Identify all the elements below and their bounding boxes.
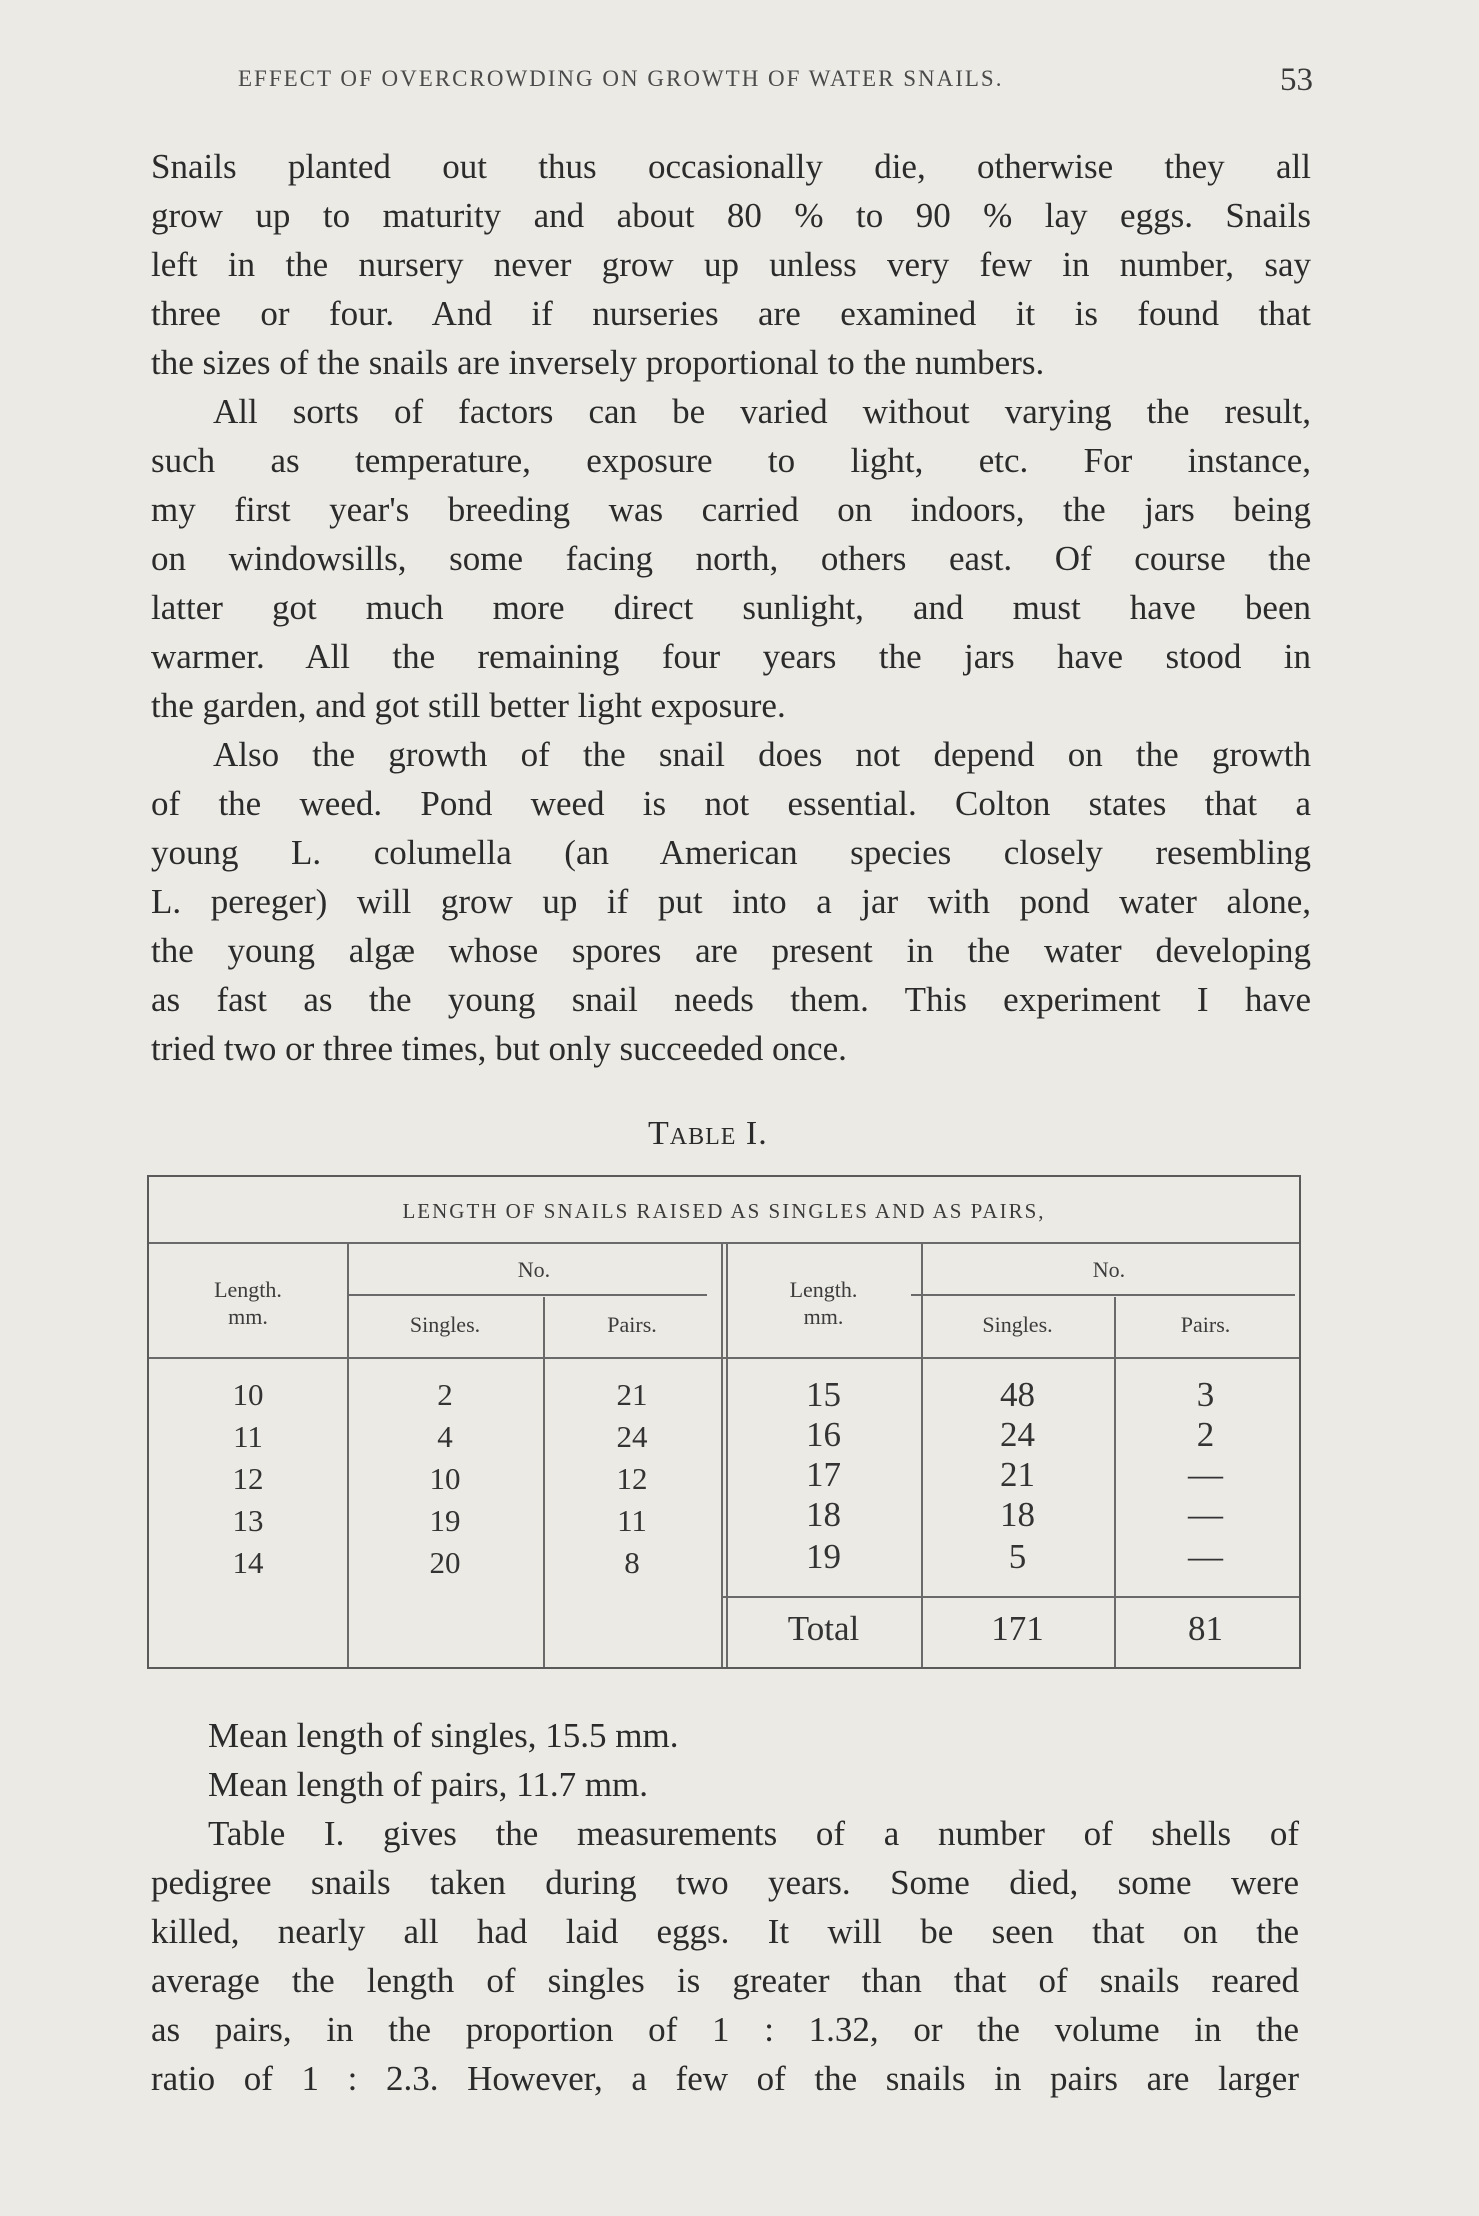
data-table: [147, 1175, 1301, 1669]
table-cell: 21: [616, 1377, 648, 1412]
pairs-header: Pairs.: [1180, 1312, 1231, 1337]
table-cell: 48: [1000, 1375, 1035, 1414]
no-header: No.: [1092, 1257, 1126, 1282]
text-line: Snails planted out thus occasionally die, otherwise they all: [151, 147, 1311, 186]
total-pairs: 81: [1188, 1609, 1223, 1648]
col-divider-double: [721, 1242, 723, 1667]
pairs-header: Pairs.: [607, 1312, 657, 1337]
text-line: left in the nursery never grow up unless very few in number, say: [151, 245, 1311, 284]
table-cell: 5: [1008, 1537, 1027, 1576]
text-line: as fast as the young snail needs them. This experiment I have: [151, 980, 1311, 1019]
text-line: three or four. And if nurseries are examined it is found that: [151, 294, 1311, 333]
table-cell: 21: [1000, 1455, 1035, 1494]
text-line: my first year's breeding was carried on indoors, the jars being: [151, 490, 1311, 529]
text-line: young L. columella (an American species closely resembling: [151, 833, 1311, 872]
paragraph-2: [151, 387, 1311, 730]
header-bottom-rule: [149, 1357, 1299, 1359]
text-line: the garden, and got still better light exposure.: [151, 686, 786, 725]
text-line: average the length of singles is greater than that of snails reared: [151, 1961, 1299, 2000]
singles-header: Singles.: [409, 1312, 481, 1337]
mean-length-pairs: Mean length of pairs, 11.7 mm.: [208, 1765, 649, 1804]
text-line: grow up to maturity and about 80 % to 90 % lay eggs. Snails: [151, 196, 1311, 235]
table-cell: —: [1188, 1495, 1223, 1534]
unit-header: mm.: [228, 1304, 268, 1329]
table-cell: 13: [232, 1503, 264, 1538]
mean-length-singles: Mean length of singles, 15.5 mm.: [208, 1716, 679, 1755]
text-line: the young algæ whose spores are present in the water developing: [151, 931, 1311, 970]
table-cell: 19: [806, 1537, 841, 1576]
table-cell: 11: [233, 1419, 263, 1454]
table-cell: 2: [1196, 1415, 1215, 1454]
paragraph-3: [151, 730, 1311, 1073]
text-line: as pairs, in the proportion of 1 : 1.32, or the volume in the: [151, 2010, 1299, 2049]
text-line: Table I. gives the measurements of a number of shells of: [208, 1814, 1299, 1853]
table-cell: 20: [429, 1545, 461, 1580]
text-line: such as temperature, exposure to light, etc. For instance,: [151, 441, 1311, 480]
table-cell: —: [1188, 1537, 1223, 1576]
table-cell: 24: [1000, 1415, 1035, 1454]
length-header: Length.: [214, 1277, 282, 1302]
length-header: Length.: [789, 1277, 858, 1302]
table-cell: —: [1188, 1455, 1223, 1494]
text-line: latter got much more direct sunlight, and must have been: [151, 588, 1311, 627]
total-rule: [721, 1596, 1299, 1598]
text-line: the sizes of the snails are inversely proportional to the numbers.: [151, 343, 1045, 382]
table-cell: 8: [624, 1545, 640, 1580]
header-top-rule: [149, 1242, 1299, 1244]
text-line: ratio of 1 : 2.3. However, a few of the snails in pairs are larger: [151, 2059, 1299, 2098]
table-cell: 12: [232, 1461, 264, 1496]
unit-header: mm.: [803, 1304, 844, 1329]
text-line: Also the growth of the snail does not depend on the growth: [213, 735, 1311, 774]
table-cell: 10: [429, 1461, 461, 1496]
no-rule-left: [349, 1294, 707, 1296]
paragraph-1: [151, 142, 1311, 387]
singles-header: Singles.: [982, 1312, 1053, 1337]
table-cell: 14: [232, 1545, 264, 1580]
table-cell: 18: [806, 1495, 841, 1534]
table-cell: 12: [616, 1461, 648, 1496]
table-cell: 16: [806, 1415, 841, 1454]
table-cell: 19: [429, 1503, 461, 1538]
table-title: LENGTH OF SNAILS RAISED AS SINGLES AND AS PAIRS,: [402, 1199, 1046, 1223]
no-rule-right: [911, 1294, 1295, 1296]
page-number: 53: [1280, 62, 1313, 98]
table-cell: 15: [806, 1375, 841, 1414]
table-cell: 17: [806, 1455, 841, 1494]
text-line: tried two or three times, but only succeeded once.: [151, 1029, 847, 1068]
text-line: killed, nearly all had laid eggs. It will be seen that on the: [151, 1912, 1299, 1951]
table-cell: 3: [1196, 1375, 1215, 1414]
text-line: on windowsills, some facing north, others east. Of course the: [151, 539, 1311, 578]
table-cell: 10: [232, 1377, 264, 1412]
table-cell: 2: [437, 1377, 453, 1412]
table-cell: 4: [437, 1419, 453, 1454]
no-header: No.: [517, 1257, 551, 1282]
text-line: All sorts of factors can be varied without varying the result,: [213, 392, 1311, 431]
text-line: L. pereger) will grow up if put into a jar with pond water alone,: [151, 882, 1311, 921]
table-cell: 24: [616, 1419, 648, 1454]
total-singles: 171: [991, 1609, 1044, 1648]
running-head: EFFECT OF OVERCROWDING ON GROWTH OF WATER SNAILS.: [238, 66, 1004, 91]
table-cell: 11: [617, 1503, 647, 1538]
total-label: Total: [787, 1609, 860, 1648]
closing-paragraph: [151, 1809, 1299, 2103]
text-line: of the weed. Pond weed is not essential. Colton states that a: [151, 784, 1311, 823]
text-line: warmer. All the remaining four years the jars have stood in: [151, 637, 1311, 676]
table-caption: Table I.: [648, 1115, 768, 1152]
table-cell: 18: [1000, 1495, 1035, 1534]
text-line: pedigree snails taken during two years. Some died, some were: [151, 1863, 1299, 1902]
